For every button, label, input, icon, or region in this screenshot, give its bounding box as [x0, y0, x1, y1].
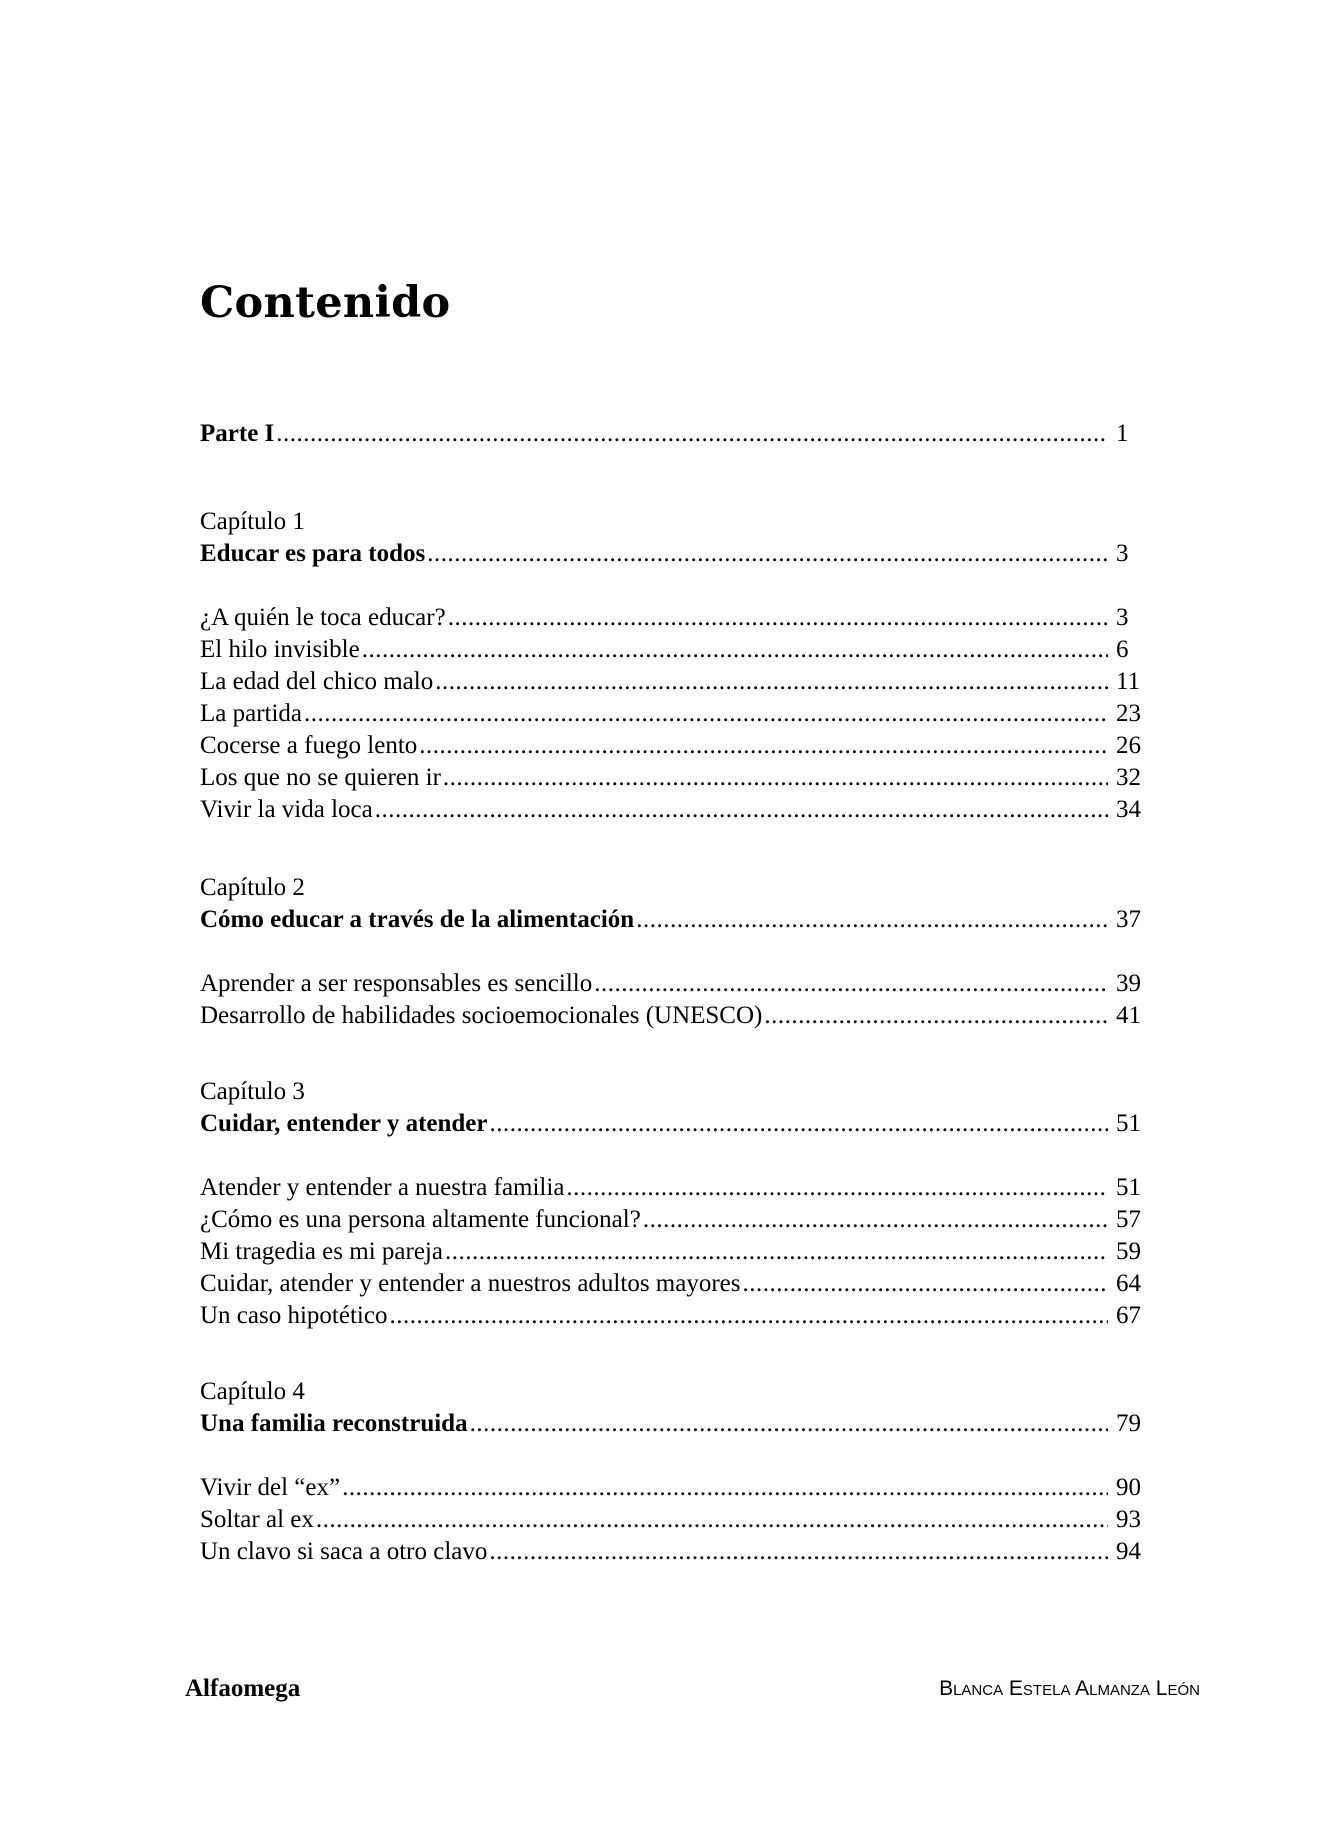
toc-entry-parte[interactable]	[200, 418, 1158, 450]
toc-entry-label: Soltar al ex	[200, 1506, 314, 1533]
toc-page-number: 41	[1116, 1002, 1141, 1029]
toc-entry[interactable]	[200, 1472, 1158, 1504]
dot-leader	[489, 1536, 1108, 1568]
page-title: Contenido	[200, 278, 451, 328]
toc-entry-label: Los que no se quieren ir	[200, 764, 441, 791]
toc-entry[interactable]	[200, 1172, 1158, 1204]
dot-leader	[435, 666, 1108, 698]
dot-leader	[470, 1408, 1108, 1440]
dot-leader	[276, 418, 1108, 450]
dot-leader	[427, 538, 1108, 570]
toc-entry-label: Cuidar, entender y atender	[200, 1110, 488, 1137]
toc-entry[interactable]	[200, 1300, 1158, 1332]
toc-entry-label: ¿Cómo es una persona altamente funcional?	[200, 1206, 641, 1233]
chapter-label: Capítulo 3	[200, 1078, 305, 1105]
toc-entry-chapter-title[interactable]	[200, 1108, 1158, 1140]
toc-page-number: 1	[1116, 420, 1129, 447]
toc-entry-chapter-title[interactable]	[200, 538, 1158, 570]
dot-leader	[743, 1268, 1109, 1300]
toc-entry[interactable]	[200, 698, 1158, 730]
dot-leader	[419, 730, 1108, 762]
toc-page-number: 34	[1116, 796, 1141, 823]
toc-entry-label: Atender y entender a nuestra familia	[200, 1174, 565, 1201]
toc-entry-chapter-title[interactable]	[200, 904, 1158, 936]
toc-page-number: 79	[1116, 1410, 1141, 1437]
toc-page-number: 3	[1116, 540, 1129, 567]
toc-entry-label: Cuidar, atender y entender a nuestros adultos mayores	[200, 1270, 741, 1297]
chapter-label: Capítulo 1	[200, 508, 305, 535]
toc-entry[interactable]	[200, 1268, 1158, 1300]
toc-page-number: 26	[1116, 732, 1141, 759]
toc-page-number: 64	[1116, 1270, 1141, 1297]
dot-leader	[389, 1300, 1108, 1332]
chapter-label: Capítulo 4	[200, 1378, 305, 1405]
toc-entry[interactable]	[200, 762, 1158, 794]
toc-entry-label: Cómo educar a través de la alimentación	[200, 906, 635, 933]
toc-page-number: 57	[1116, 1206, 1141, 1233]
toc-entry-label: El hilo invisible	[200, 636, 360, 663]
dot-leader	[594, 968, 1108, 1000]
dot-leader	[304, 698, 1108, 730]
dot-leader	[636, 904, 1108, 936]
toc-page-number: 59	[1116, 1238, 1141, 1265]
footer-author: Blanca Estela Almanza León	[939, 1677, 1200, 1700]
toc-entry-label: Aprender a ser responsables es sencillo	[200, 970, 593, 997]
toc-entry[interactable]	[200, 1536, 1158, 1568]
toc-entry[interactable]	[200, 1204, 1158, 1236]
dot-leader	[566, 1172, 1108, 1204]
footer-publisher: Alfaomega	[185, 1675, 301, 1702]
dot-leader	[362, 634, 1108, 666]
toc-entry-label: Una familia reconstruida	[200, 1410, 468, 1437]
chapter-label: Capítulo 2	[200, 874, 305, 901]
toc-entry-label: Educar es para todos	[200, 540, 426, 567]
toc-entry[interactable]	[200, 666, 1158, 698]
toc-page-number: 94	[1116, 1538, 1141, 1565]
toc-entry-label: La edad del chico malo	[200, 668, 434, 695]
dot-leader	[764, 1000, 1108, 1032]
toc-entry-label: Un clavo si saca a otro clavo	[200, 1538, 488, 1565]
toc-page-number: 11	[1116, 668, 1141, 695]
toc-page-number: 3	[1116, 604, 1129, 631]
toc-page-number: 39	[1116, 970, 1141, 997]
dot-leader	[443, 762, 1108, 794]
toc-entry[interactable]	[200, 602, 1158, 634]
toc-entry[interactable]	[200, 730, 1158, 762]
toc-page-number: 32	[1116, 764, 1141, 791]
toc-entry[interactable]	[200, 968, 1158, 1000]
toc-entry-label: Un caso hipotético	[200, 1302, 388, 1329]
dot-leader	[643, 1204, 1108, 1236]
toc-entry[interactable]	[200, 1504, 1158, 1536]
toc-entry-label: Vivir la vida loca	[200, 796, 373, 823]
dot-leader	[490, 1108, 1109, 1140]
toc-page-number: 23	[1116, 700, 1141, 727]
toc-entry-label: Vivir del “ex”	[200, 1474, 341, 1501]
dot-leader	[448, 602, 1108, 634]
toc-entry-label: Parte I	[200, 420, 275, 447]
toc-entry-label: Cocerse a fuego lento	[200, 732, 418, 759]
toc-entry[interactable]	[200, 1236, 1158, 1268]
toc-entry-label: Mi tragedia es mi pareja	[200, 1238, 443, 1265]
toc-page-number: 51	[1116, 1110, 1141, 1137]
dot-leader	[316, 1504, 1108, 1536]
toc-page-number: 67	[1116, 1302, 1141, 1329]
toc-page-number: 51	[1116, 1174, 1141, 1201]
toc-entry-label: ¿A quién le toca educar?	[200, 604, 446, 631]
toc-entry-label: Desarrollo de habilidades socioemocionales (UNESCO)	[200, 1002, 763, 1029]
toc-entry[interactable]	[200, 1000, 1158, 1032]
toc-entry-chapter-title[interactable]	[200, 1408, 1158, 1440]
dot-leader	[445, 1236, 1108, 1268]
toc-page-number: 93	[1116, 1506, 1141, 1533]
toc-page-number: 90	[1116, 1474, 1141, 1501]
toc-entry[interactable]	[200, 794, 1158, 826]
dot-leader	[342, 1472, 1108, 1504]
toc-entry[interactable]	[200, 634, 1158, 666]
toc-page-number: 37	[1116, 906, 1141, 933]
toc-entry-label: La partida	[200, 700, 303, 727]
toc-page-number: 6	[1116, 636, 1129, 663]
dot-leader	[375, 794, 1108, 826]
